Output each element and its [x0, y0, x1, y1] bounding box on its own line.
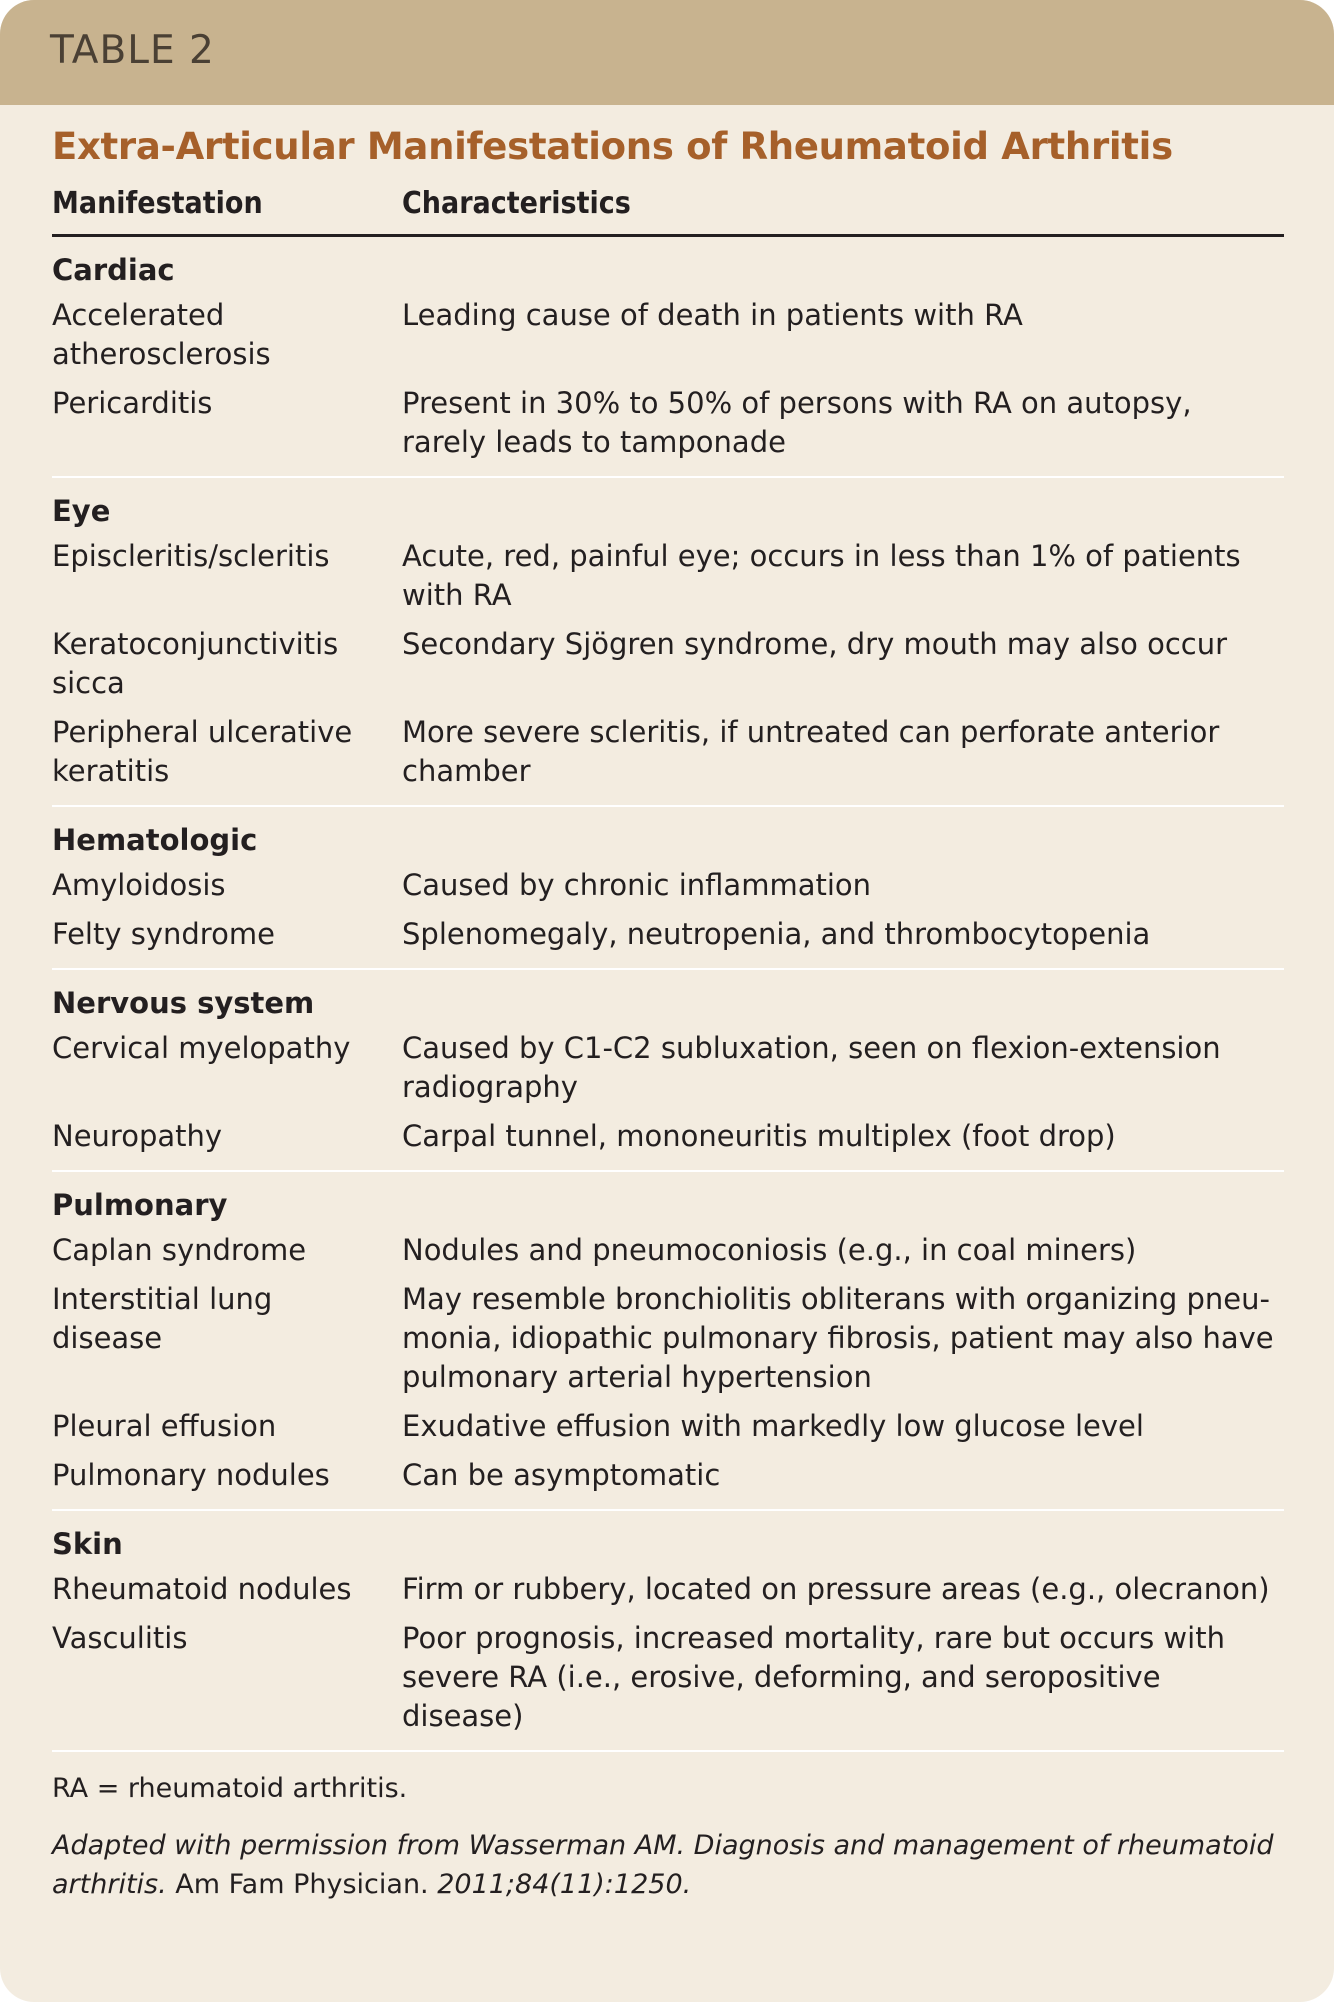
- table-content: [52, 122, 1284, 1904]
- table-row: [52, 537, 1284, 615]
- abbreviation-footnote: RA = rheumatoid arthritis.: [52, 1773, 408, 1804]
- table-row: [52, 1117, 1284, 1156]
- manifestation-cell: Amyloidosis: [52, 868, 226, 902]
- characteristics-cell: Caused by C1-C2 subluxation, seen on flexion-extension radiography: [402, 1031, 1221, 1104]
- section-eye: [52, 478, 1284, 807]
- characteristics-cell: Nodules and pneumoconiosis (e.g., in coal miners): [402, 1233, 1137, 1267]
- manifestation-cell: Episcleritis/scleritis: [52, 539, 330, 573]
- manifestation-cell: Pleural effusion: [52, 1409, 277, 1443]
- manifestation-cell: Caplan syndrome: [52, 1233, 307, 1267]
- characteristics-cell: Poor prognosis, increased mortality, rare but occurs with severe RA (i.e., erosive, deforming, and seropositive disease): [402, 1621, 1225, 1733]
- characteristics-cell: Secondary Sjögren syndrome, dry mouth may also occur: [402, 627, 1228, 661]
- manifestation-cell: Cervical myelopathy: [52, 1031, 351, 1065]
- table-row: [52, 384, 1284, 462]
- manifestation-cell: Vasculitis: [52, 1621, 188, 1655]
- table-row: [52, 1231, 1284, 1270]
- manifestation-cell: Neuropathy: [52, 1119, 223, 1153]
- section-heading: Skin: [52, 1527, 123, 1561]
- header-manifestation: Manifestation: [52, 186, 263, 221]
- manifestation-cell: Rheumatoid nodules: [52, 1572, 352, 1606]
- characteristics-cell: Leading cause of death in patients with RA: [402, 298, 1023, 332]
- manifestation-cell: Felty syndrome: [52, 917, 275, 951]
- table-row: [52, 296, 1284, 374]
- manifestation-cell: Interstitial lung disease: [52, 1282, 273, 1355]
- section-skin: [52, 1511, 1284, 1752]
- manifestation-cell: Keratoconjunctivitis sicca: [52, 627, 339, 700]
- manifestation-cell: Pulmonary nodules: [52, 1458, 330, 1492]
- characteristics-cell: More severe scleritis, if untreated can perforate anterior chamber: [402, 715, 1220, 788]
- section-heading: Hematologic: [52, 823, 258, 857]
- table-row: [52, 1407, 1284, 1446]
- table-body: [52, 237, 1284, 1752]
- manifestation-cell: Peripheral ulcerative keratitis: [52, 715, 353, 788]
- table-row: [52, 713, 1284, 791]
- table-title: Extra-Articular Manifestations of Rheumatoid Arthritis: [52, 125, 1173, 168]
- manifestation-cell: Pericarditis: [52, 386, 213, 420]
- section-heading: Eye: [52, 494, 111, 528]
- section-heading: Pulmonary: [52, 1188, 228, 1222]
- header-characteristics: Characteristics: [402, 186, 631, 221]
- table-row: [52, 1619, 1284, 1736]
- table-row: [52, 1570, 1284, 1609]
- table-row: [52, 1456, 1284, 1495]
- table-row: [52, 1280, 1284, 1397]
- characteristics-cell: Can be asymptomatic: [402, 1458, 721, 1492]
- table-row: [52, 625, 1284, 703]
- table-row: [52, 866, 1284, 905]
- table-number-label: TABLE 2: [50, 28, 215, 73]
- characteristics-cell: Caused by chronic inflammation: [402, 868, 872, 902]
- table-row: [52, 915, 1284, 954]
- source-citation: [52, 1826, 1284, 1904]
- table-banner: [0, 0, 1334, 105]
- section-heading: Nervous system: [52, 986, 315, 1020]
- characteristics-cell: Firm or rubbery, located on pressure areas (e.g., olecranon): [402, 1572, 1270, 1606]
- section-cardiac: [52, 237, 1284, 478]
- source-volume: 2011;84(11):1250.: [437, 1869, 692, 1900]
- section-heading: Cardiac: [52, 253, 175, 287]
- section-hematologic: [52, 807, 1284, 970]
- source-journal: Am Fam Physician.: [166, 1869, 438, 1900]
- column-headers: [52, 184, 1284, 237]
- characteristics-cell: Acute, red, painful eye; occurs in less than 1% of patients with RA: [402, 539, 1241, 612]
- characteristics-cell: Carpal tunnel, mononeuritis multiplex (foot drop): [402, 1119, 1116, 1153]
- section-pulmonary: [52, 1172, 1284, 1511]
- source-text: Adapted with permission from Wasserman AM. Diagnosis and management of rheumatoid arthritis.: [52, 1830, 1274, 1900]
- section-nervous-system: [52, 970, 1284, 1172]
- characteristics-cell: May resemble bronchiolitis obliterans with organizing pneu-monia, idiopathic pulmonary fibrosis, patient may also have pulmonary arterial hypertension: [402, 1282, 1274, 1394]
- manifestation-cell: Accelerated atherosclerosis: [52, 298, 271, 371]
- characteristics-cell: Present in 30% to 50% of persons with RA on autopsy, rarely leads to tamponade: [402, 386, 1192, 459]
- characteristics-cell: Exudative effusion with markedly low glucose level: [402, 1409, 1144, 1443]
- characteristics-cell: Splenomegaly, neutropenia, and thrombocytopenia: [402, 917, 1151, 951]
- table-row: [52, 1029, 1284, 1107]
